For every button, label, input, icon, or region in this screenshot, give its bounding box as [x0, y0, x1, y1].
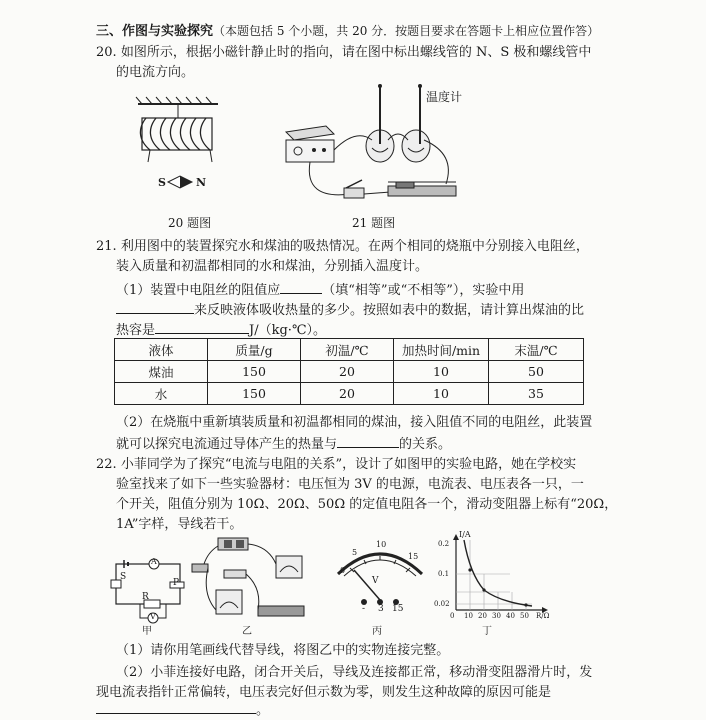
q22-graph-y-tick: 0.1	[438, 570, 450, 578]
q21-part2-line2: 就可以探究电流通过导体产生的热量与 的关系。	[116, 434, 451, 454]
q22-terminal-3: 3	[378, 604, 384, 614]
q22-line1: 22. 小菲同学为了探究“电流与电阻的关系”，设计了如图甲的实验电路，她在学校实	[96, 457, 577, 472]
q22-meter-unit-v: V	[372, 576, 379, 586]
table-header-row	[115, 339, 584, 361]
q21-data-table	[114, 338, 584, 405]
q21-part2-line1: （2）在烧瓶中重新填装质量和初温都相同的煤油，接入阻值不同的电阻丝，此装置	[116, 415, 593, 430]
q22-graph-y-tick: 0.2	[438, 540, 450, 548]
q22-graph-x-tick: 0	[450, 612, 455, 620]
answer-blank-fault-reason[interactable]	[96, 700, 256, 714]
table-cell: 20	[301, 383, 394, 405]
answer-blank-resistance[interactable]	[280, 280, 322, 294]
q22-line2: 验室找来了如下一些实验器材：电压恒为 3V 的电源，电流表、电压表各一只，一	[116, 477, 584, 492]
q22-terminal-minus: -	[362, 604, 366, 614]
table-cell: 10	[394, 361, 489, 383]
answer-blank-specific-heat[interactable]	[155, 320, 249, 334]
table-cell: 150	[208, 383, 301, 405]
answer-blank-relation[interactable]	[337, 434, 399, 448]
q22-meter-mark-10: 10	[376, 540, 387, 549]
table-cell: 20	[301, 361, 394, 383]
table-cell: 水	[115, 383, 208, 405]
table-header-cell: 末温/℃	[489, 339, 584, 361]
table-cell: 煤油	[115, 361, 208, 383]
table-header-cell: 加热时间/min	[394, 339, 489, 361]
q21-line1: 21. 利用图中的装置探究水和煤油的吸热情况。在两个相同的烧瓶中分别接入电阻丝，	[96, 239, 589, 254]
q22-graph-x-tick: 10	[464, 612, 473, 620]
q22-part2-line2: 现电流表指针正常偏转，电压表完好但示数为零，则发生这种故障的原因可能是	[96, 685, 552, 700]
q21-part1-line1: （1）装置中电阻丝的阻值应 （填“相等”或“不相等”），实验中用	[116, 280, 524, 300]
q22-graph-x-label: R/Ω	[536, 612, 550, 620]
table-cell: 50	[489, 361, 584, 383]
q22-graph-y-label: I/A	[459, 530, 471, 539]
answer-blank-measure[interactable]	[116, 300, 194, 314]
q22-label-yi: 乙	[242, 626, 252, 637]
q21-line2: 装入质量和初温都相同的水和煤油，分别插入温度计。	[116, 259, 429, 274]
q20-pole-n: N	[196, 176, 207, 189]
table-cell: 35	[489, 383, 584, 405]
table-row	[115, 361, 584, 383]
q22-graph-x-tick: 30	[492, 612, 501, 620]
q22-label-jia: 甲	[142, 626, 152, 637]
q21-caption: 21 题图	[352, 216, 396, 230]
q22-label-v: V	[150, 612, 156, 621]
q20-pole-s: S	[158, 176, 166, 189]
q20-line1: 20. 如图所示，根据小磁针静止时的指向，请在图中标出螺线管的 N、S 极和螺线管中	[96, 45, 592, 60]
q20-line2: 的电流方向。	[116, 65, 195, 80]
table-cell: 150	[208, 361, 301, 383]
q21-part1-line3: 热容是 J/（kg·℃）。	[116, 320, 326, 340]
q22-graph-x-tick: 50	[520, 612, 529, 620]
q22-meter-mark-0: 0	[340, 566, 346, 575]
q22-meter-mark-15: 15	[408, 552, 419, 561]
q22-line3: 个开关，阻值分别为 10Ω、20Ω、50Ω 的定值电阻各一个，滑动变阻器上标有“20Ω，	[116, 497, 618, 512]
q22-part2-line1: （2）小菲连接好电路，闭合开关后，导线及连接都正常，移动滑变阻器滑片时，发	[116, 665, 593, 680]
q22-graph-x-tick: 20	[478, 612, 487, 620]
q20-solenoid-figure	[118, 96, 238, 196]
q22-label-p: P	[173, 578, 180, 588]
q22-label-bing: 丙	[372, 626, 382, 637]
section-note: （本题包括 5 个小题，共 20 分．按题目要求在答题卡上相应位置作答）	[213, 24, 600, 38]
q22-terminal-15: 15	[392, 604, 404, 614]
q21-thermometer-label: 温度计	[426, 90, 463, 104]
q22-label-r: R	[142, 592, 149, 602]
q22-ir-graph-ding	[440, 534, 550, 620]
q22-meter-mark-5: 5	[352, 548, 358, 557]
q22-part2-line3: 。	[96, 700, 269, 720]
q21-part1-line2: 来反映液体吸收热量的多少。按照如表中的数据，请计算出煤油的比	[116, 300, 584, 320]
q22-label-s: S	[120, 572, 127, 582]
q22-part1: （1）请你用笔画线代替导线，将图乙中的实物连接完整。	[116, 643, 450, 658]
section-header	[96, 22, 599, 41]
q22-components-figure-yi	[188, 534, 312, 634]
table-row	[115, 383, 584, 405]
table-cell: 10	[394, 383, 489, 405]
table-header-cell: 液体	[115, 339, 208, 361]
q22-graph-x-tick: 40	[506, 612, 515, 620]
q22-graph-y-tick: 0.02	[434, 600, 450, 608]
table-header-cell: 质量/g	[208, 339, 301, 361]
q22-line4: 1A”字样，导线若干。	[116, 517, 243, 532]
section-title: 三、作图与实验探究	[96, 24, 214, 39]
q22-label-a: A	[151, 557, 157, 566]
q20-caption: 20 题图	[168, 216, 212, 230]
q22-label-ding: 丁	[482, 626, 492, 637]
table-header-cell: 初温/℃	[301, 339, 394, 361]
